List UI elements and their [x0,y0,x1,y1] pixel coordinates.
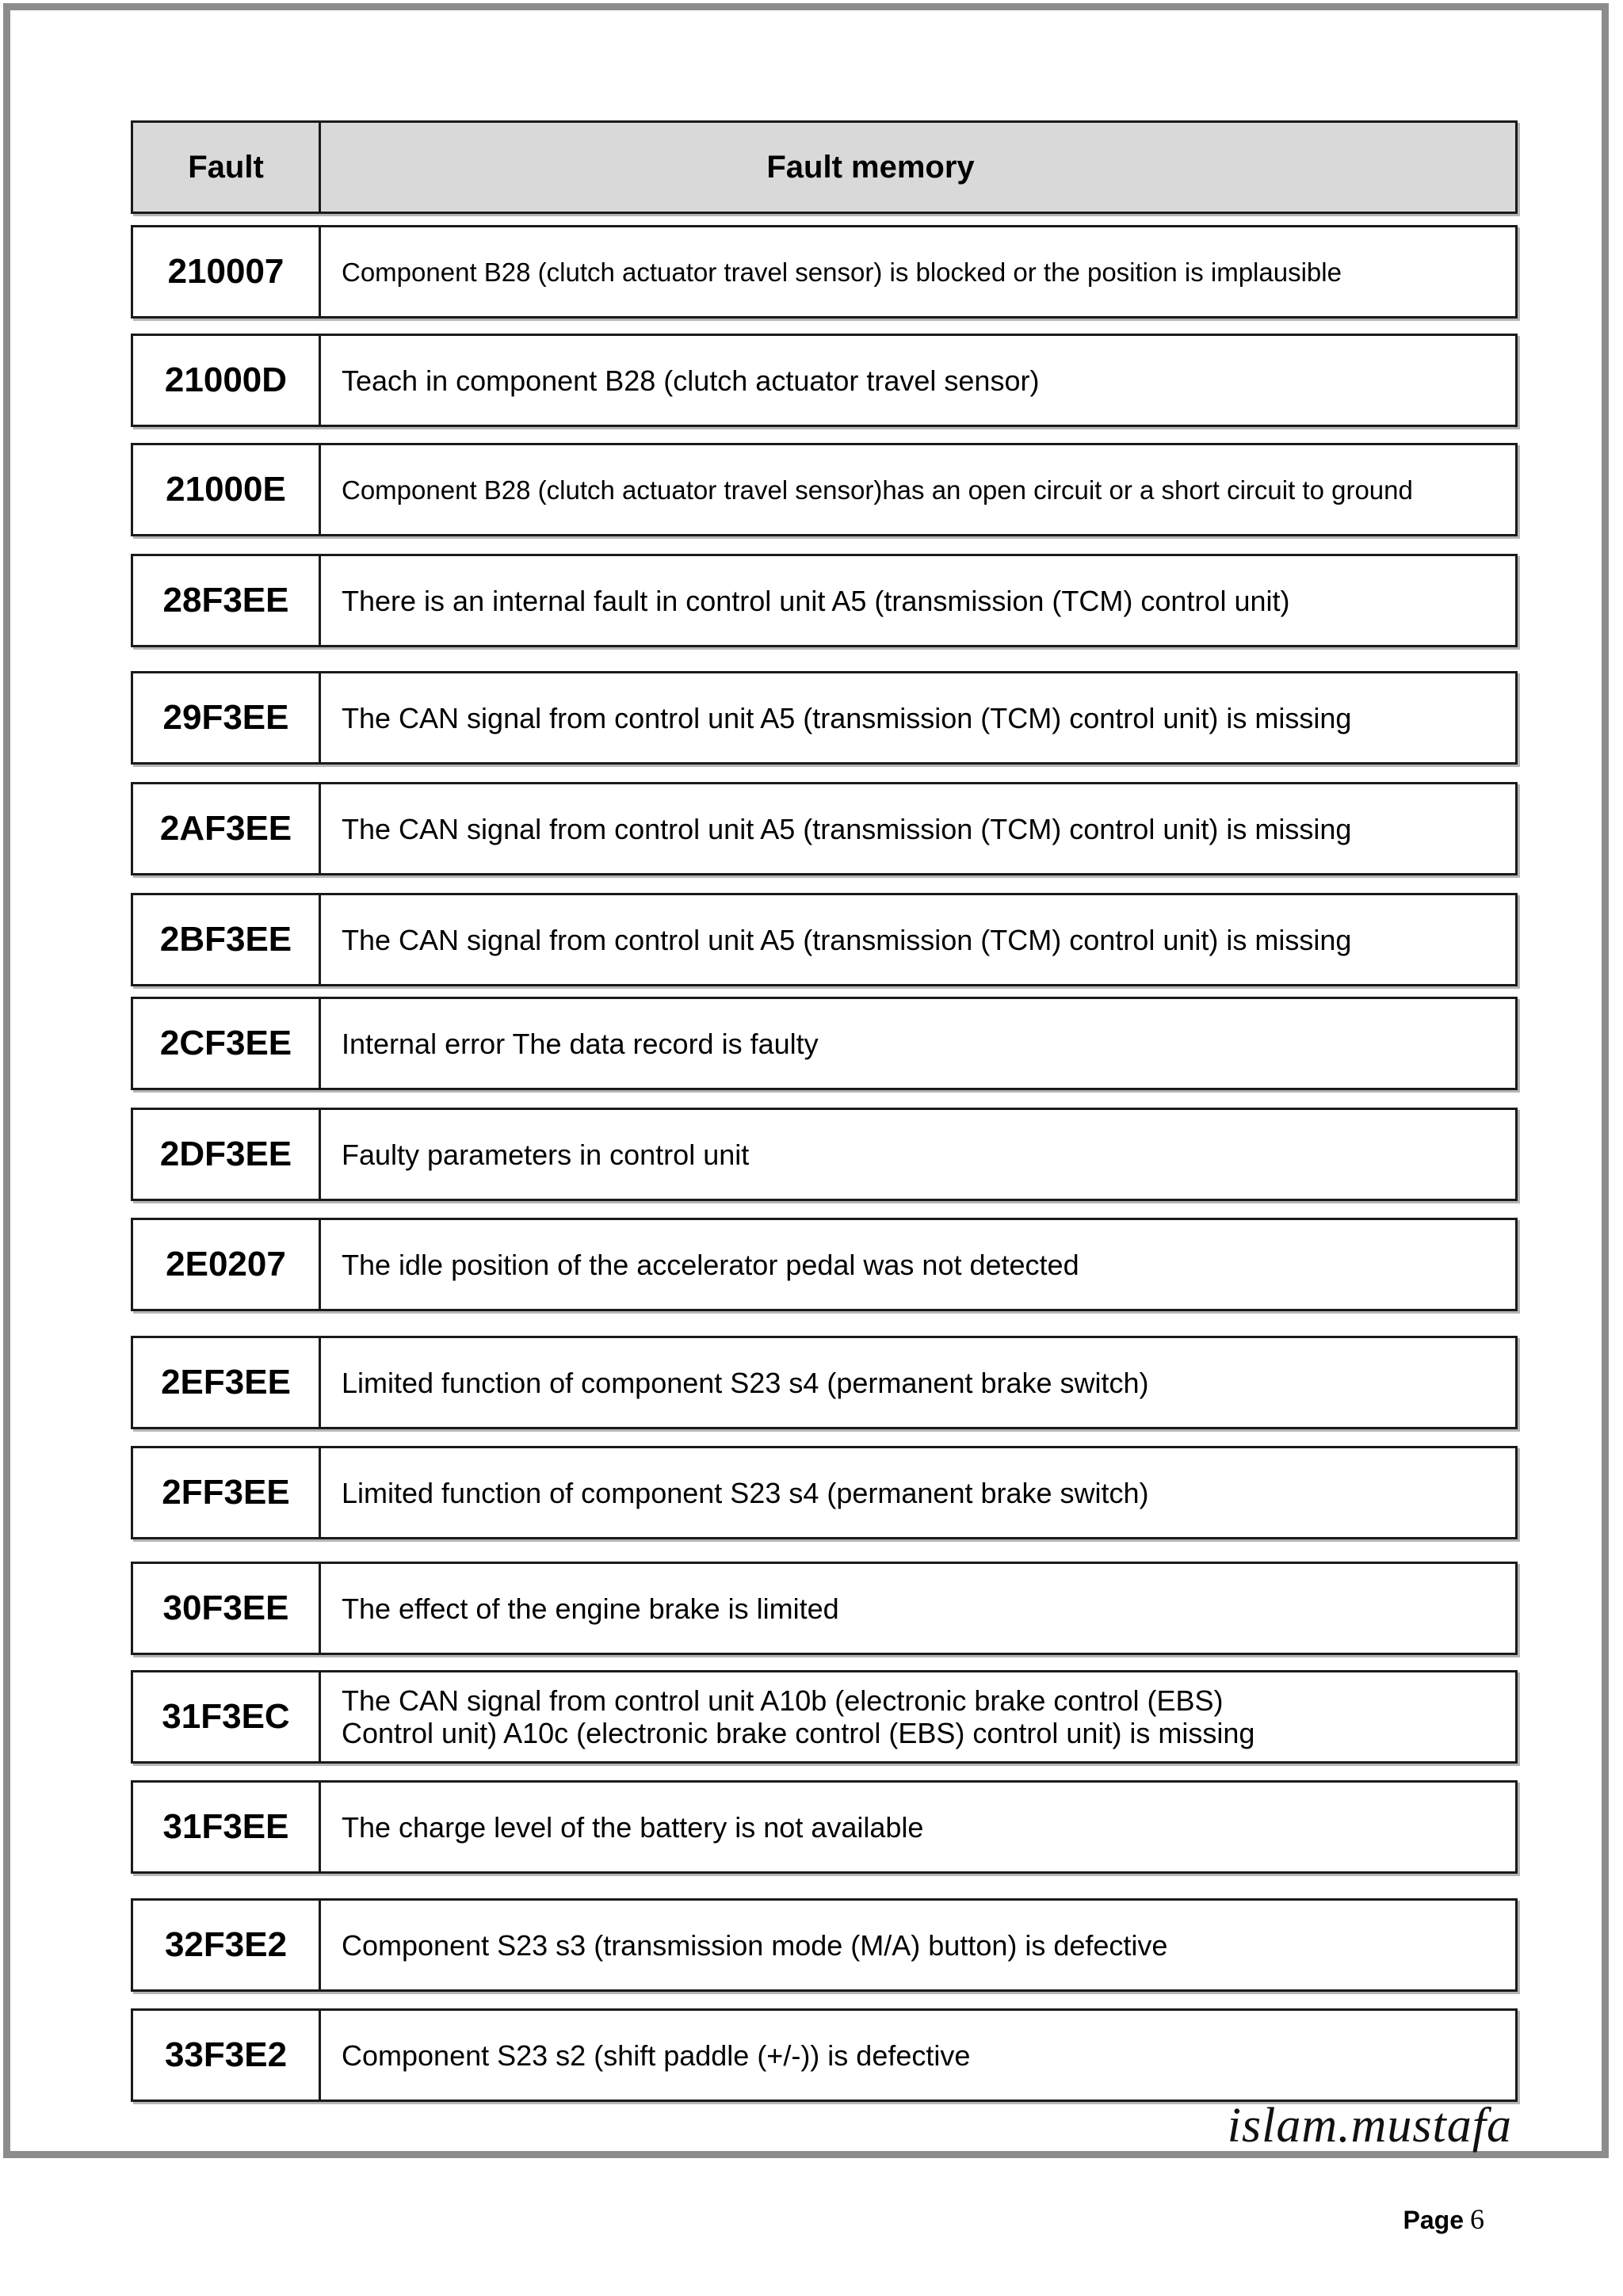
fault-code: 30F3EE [133,1564,321,1653]
table-row [131,893,1518,986]
table-row [131,1670,1518,1764]
fault-code: 29F3EE [133,673,321,762]
fault-description: Component B28 (clutch actuator travel sensor)has an open circuit or a short circuit to ground [342,475,1413,505]
fault-description: The CAN signal from control unit A5 (transmission (TCM) control unit) is missing [342,923,1352,956]
fault-code: 21000E [133,445,321,534]
table-row [131,1108,1518,1201]
table-row [131,225,1518,318]
table-row [131,1898,1518,1992]
fault-description: Limited function of component S23 s4 (permanent brake switch) [342,1366,1149,1399]
table-row [131,1446,1518,1539]
fault-code: 2FF3EE [133,1448,321,1537]
fault-code: 32F3E2 [133,1901,321,1989]
fault-code: 21000D [133,336,321,425]
table-row [131,1780,1518,1874]
fault-code: 2E0207 [133,1220,321,1309]
fault-code: 210007 [133,227,321,316]
table-row [131,782,1518,875]
fault-description: The idle position of the accelerator pedal was not detected [342,1248,1079,1281]
table-row [131,334,1518,427]
fault-code: 2AF3EE [133,784,321,873]
page-footer [1403,2203,1484,2236]
author-signature: islam.mustafa [1227,2099,1512,2153]
fault-code: 2CF3EE [133,999,321,1088]
fault-memory-column-header: Fault memory [766,149,975,185]
fault-description: The CAN signal from control unit A10b (electronic brake control (EBS) Control unit) A10c (electronic brake control (EBS) control unit) is missing [342,1684,1255,1749]
fault-description: Internal error The data record is faulty [342,1027,819,1060]
table-row [131,1562,1518,1655]
fault-code: 28F3EE [133,556,321,645]
fault-description: Teach in component B28 (clutch actuator travel sensor) [342,364,1040,397]
fault-description: Component S23 s3 (transmission mode (M/A) button) is defective [342,1928,1168,1962]
fault-description: The CAN signal from control unit A5 (transmission (TCM) control unit) is missing [342,812,1352,845]
fault-column-header: Fault [133,123,321,212]
fault-description: Limited function of component S23 s4 (permanent brake switch) [342,1476,1149,1509]
fault-code: 31F3EC [133,1672,321,1761]
fault-description: The charge level of the battery is not available [342,1810,924,1844]
fault-description: There is an internal fault in control unit A5 (transmission (TCM) control unit) [342,584,1290,617]
page-label: Page [1403,2206,1464,2234]
table-row [131,997,1518,1090]
table-row [131,1218,1518,1311]
page-number: 6 [1470,2203,1484,2235]
fault-description: Component S23 s2 (shift paddle (+/-)) is defective [342,2039,971,2072]
fault-code: 33F3E2 [133,2011,321,2100]
table-row [131,1336,1518,1429]
fault-code: 2EF3EE [133,1338,321,1427]
fault-description: Faulty parameters in control unit [342,1138,750,1171]
table-row [131,554,1518,647]
fault-description: The CAN signal from control unit A5 (transmission (TCM) control unit) is missing [342,701,1352,734]
table-header [131,120,1518,214]
fault-code: 2BF3EE [133,895,321,984]
fault-code: 2DF3EE [133,1110,321,1199]
table-row [131,671,1518,765]
table-row [131,2008,1518,2102]
fault-description: Component B28 (clutch actuator travel sensor) is blocked or the position is implausible [342,257,1342,287]
table-row [131,443,1518,536]
fault-description: The effect of the engine brake is limited [342,1592,839,1625]
fault-code: 31F3EE [133,1783,321,1871]
